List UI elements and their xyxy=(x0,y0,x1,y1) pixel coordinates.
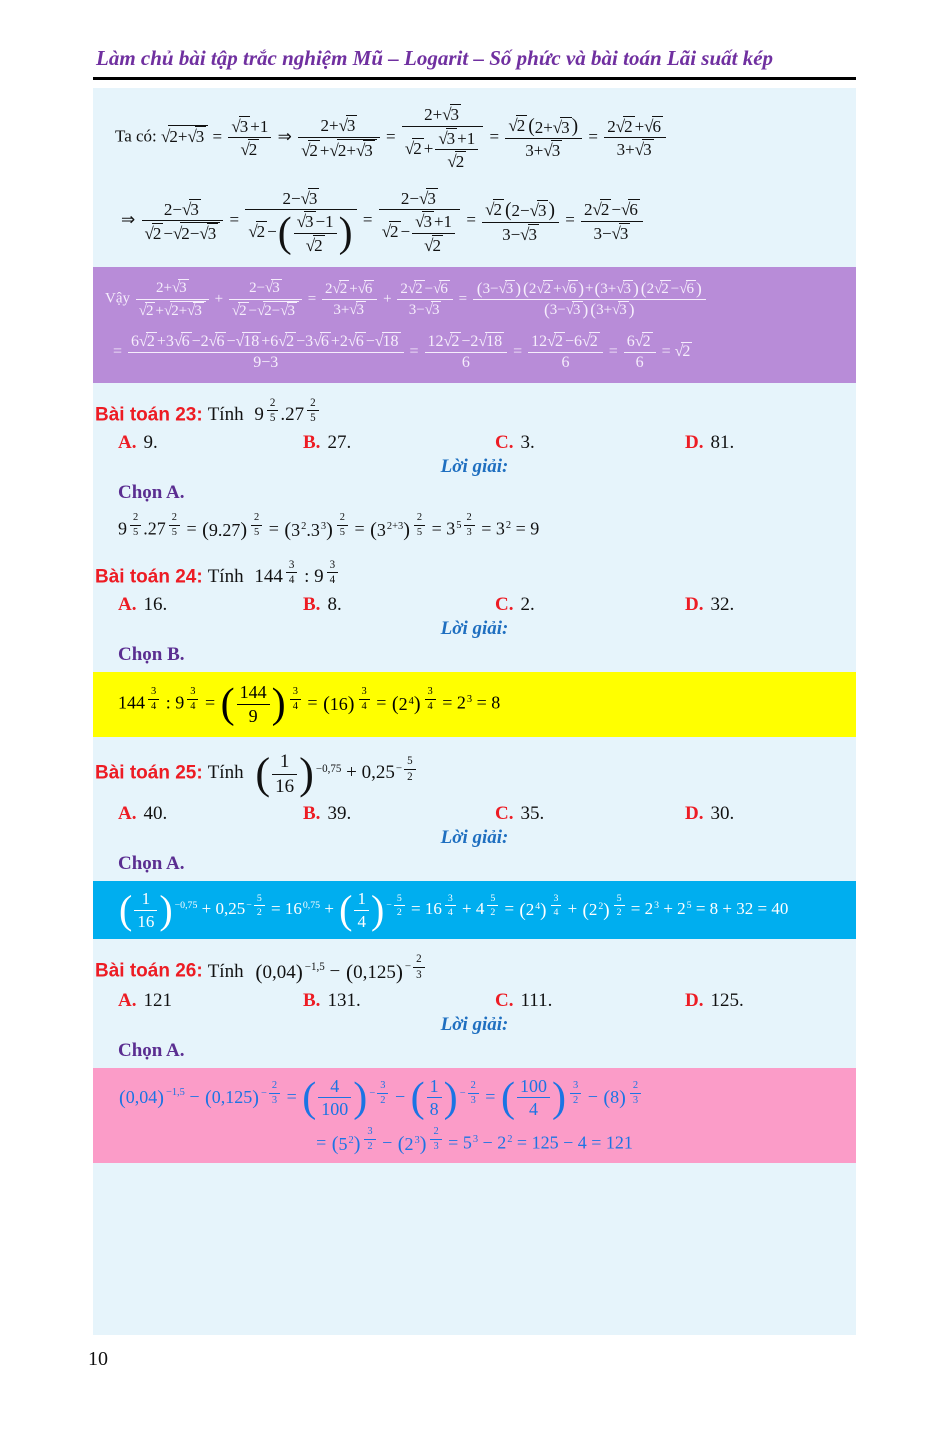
option-a-letter: A. xyxy=(118,432,137,454)
problem-26-title xyxy=(93,947,856,983)
option-d-text: 32. xyxy=(710,594,735,616)
problem-26-tinh: Tính xyxy=(207,961,244,982)
intro-line-1 xyxy=(93,88,856,172)
option-a xyxy=(118,594,303,616)
solution-heading: Lời giải: xyxy=(440,456,509,478)
option-d xyxy=(685,990,856,1012)
summary-line-2 xyxy=(101,324,848,375)
problem-23-title xyxy=(93,391,856,427)
option-d-letter: D. xyxy=(685,803,704,825)
option-a-text: 121 xyxy=(143,989,172,1011)
option-c-text: 111. xyxy=(520,989,553,1011)
option-a-text: 16. xyxy=(143,594,168,616)
problem-25-label: Bài toán 25: xyxy=(95,762,203,784)
option-a xyxy=(118,803,303,825)
problem-25-solution-highlight: ( $\frac{1}{16}$ ) $^{-0,75} + 0,25^{- \frac{5}{2}}$ = $16^{0,75}$ + ( $\frac{1}{4}$ ) $^{- \frac{5}{2}}$ = 16 $^{\frac{3}{4}}$ + 4 $^{\frac{5}{2}}$ = ( $2^4$ ) $^{\frac{3}{4}}$ + ( $2^2$ ) $^{\frac{5}{2}}$ = $2^3 + 2^5 = 8 + 32 = 40$ xyxy=(93,881,856,939)
option-d-letter: D. xyxy=(685,432,704,454)
option-b xyxy=(303,803,495,825)
intro-math-1: √2+√3 = $\frac{√3 +1}{√2}$ ⇒ $\frac{2+√3}{√2 +√2+√3}$ = 2+√3 √2 + $\frac{√3 +1}{√2}$ = √2 ( 2+√3 ) 3+√3 = $\frac{2√2 +√6}{3+√3}$ xyxy=(161,127,668,146)
option-b xyxy=(303,432,495,454)
problem-26-solution-line-2: = ( $5^2$ ) $^{\frac{3}{2}}$ − ( $2^3$ ) $^{\frac{2}{3}}$ = $5^3 - 2^2 = 125 - 4 = 121$ xyxy=(316,1126,633,1155)
header-rule xyxy=(93,77,856,80)
intro-math-2: ⇒ $\frac{2-√3}{√2 -√2-√3}$ = 2−√3 √2 − ( $\frac{√3 -1}{√2}$ ) = 2−√3 √2 − $\frac{√3 +1}{√2}$ = √2 ( 2−√3 ) 3−√3 = $\frac{2√2 -√6}{3-√3}$ xyxy=(121,210,645,229)
option-a-letter: A. xyxy=(118,989,137,1011)
option-d xyxy=(685,594,856,616)
solution-heading: Lời giải: xyxy=(440,1013,509,1035)
problem-24-expression: 144 $^{\frac{3}{4}}$ : 9 $^{\frac{3}{4}}$ xyxy=(254,566,340,587)
problem-24-title xyxy=(93,553,856,589)
option-b-letter: B. xyxy=(303,594,321,616)
option-b-text: 27. xyxy=(327,432,352,454)
problem-24-label: Bài toán 24: xyxy=(95,566,203,588)
option-a xyxy=(118,432,303,454)
option-c-letter: C. xyxy=(495,432,514,454)
page-number: 10 xyxy=(88,1348,108,1370)
option-c-letter: C. xyxy=(495,594,514,616)
option-b-letter: B. xyxy=(303,803,321,825)
problem-26-label: Bài toán 26: xyxy=(95,961,203,982)
option-c-text: 35. xyxy=(520,803,545,825)
option-a-letter: A. xyxy=(118,803,137,825)
option-c-text: 3. xyxy=(520,432,535,454)
option-d-text: 30. xyxy=(710,803,735,825)
option-c xyxy=(495,990,685,1012)
solution-heading: Lời giải: xyxy=(440,827,509,849)
option-d-letter: D. xyxy=(685,594,704,616)
intro-line-2 xyxy=(93,172,856,264)
option-c xyxy=(495,594,685,616)
content-area xyxy=(93,88,856,1335)
answer-choice: Chọn A. xyxy=(118,482,185,504)
problem-26-expression: ( 0,04 ) $^{-1,5}$ − ( 0,125 ) $^{- \frac{2}{3}}$ xyxy=(254,961,426,982)
option-a-text: 9. xyxy=(143,432,158,454)
option-c xyxy=(495,432,685,454)
problem-24-solution-highlight: 144 $^{\frac{3}{4}}$ : 9 $^{\frac{3}{4}}$ = ( $\frac{144}{9}$ ) $^{\frac{3}{4}}$ = ( 16 ) $^{\frac{3}{4}}$ = ( $2^4$ ) $^{\frac{3}{4}}$ = $2^3 = 8$ xyxy=(93,672,856,736)
problem-26-solution-line-1: ( 0,04 ) $^{-1,5}$ − ( 0,125 ) $^{- \frac{2}{3}}$ = ( $\frac{4}{100}$ ) $^{- \frac{3}{2}}$ − ( $\frac{1}{8}$ ) $^{- \frac{2}{3}}$ = ( $\frac{100}{4}$ ) $^{\frac{3}{2}}$ − ( 8 ) $^{\frac{2}{3}}$ xyxy=(93,1076,856,1120)
problem-23-options xyxy=(93,432,856,454)
problem-23-solution: 9 $^{\frac{2}{5}}$ .27 $^{\frac{2}{5}}$ = ( 9.27 ) $^{\frac{2}{5}}$ = ( $3^2.3^3$ ) $^{\frac{2}{5}}$ = ( $3^{2+3}$ ) $^{\frac{2}{5}}$ = $3^{5 \frac{2}{3}}$ = $3^2 = 9$ xyxy=(118,512,540,542)
option-d xyxy=(685,432,856,454)
problem-26-section xyxy=(93,947,856,1061)
answer-choice: Chọn A. xyxy=(118,853,185,875)
option-d-letter: D. xyxy=(685,989,704,1011)
problem-24-tinh: Tính xyxy=(207,566,244,588)
problem-25-options xyxy=(93,803,856,825)
option-b-letter: B. xyxy=(303,432,321,454)
option-c-letter: C. xyxy=(495,803,514,825)
option-b xyxy=(303,594,495,616)
option-a-letter: A. xyxy=(118,594,137,616)
problem-23-section xyxy=(93,391,856,545)
page-header-title: Làm chủ bài tập trắc nghiệm Mũ – Logarit – Số phức và bài toán Lãi suất kép xyxy=(96,46,774,70)
answer-choice: Chọn B. xyxy=(118,644,185,666)
option-b xyxy=(303,990,495,1012)
option-a xyxy=(118,990,303,1012)
option-c-text: 2. xyxy=(520,594,535,616)
option-a-text: 40. xyxy=(143,803,168,825)
summary-math-2: = $\frac{6√2 +3√6 -2√6 -√18 +6√2 -3√6 +2√6 -√18}{9-3}$ = $\frac{12√2 -2√18}{6}$ = $\frac{12√2 -6√2}{6}$ = $\frac{6√2}{6}$ = √2 xyxy=(113,332,691,372)
problem-25-title xyxy=(93,745,856,798)
option-d-text: 125. xyxy=(710,989,744,1011)
option-b-text: 131. xyxy=(327,989,361,1011)
solution-heading: Lời giải: xyxy=(440,618,509,640)
summary-math-1: $\frac{2+√3}{√2 +√2+√3}$ + $\frac{2-√3}{√2 -√2-√3}$ = $\frac{2√2 +√6}{3+√3}$ + $\frac{2√2 -√6}{3-√3}$ = ( 3−√3 ) ( 2√2 +√6 ) + ( 3+√3 ) ( 2√2 −√6 ) ( 3−√3 ) ( 3+√3 ) xyxy=(134,291,708,307)
problem-23-expression: 9 $^{\frac{2}{5}}$ .27 $^{\frac{2}{5}}$ xyxy=(254,404,320,425)
option-c xyxy=(495,803,685,825)
problem-25-section xyxy=(93,745,856,876)
problem-23-tinh: Tính xyxy=(207,404,244,426)
option-d-text: 81. xyxy=(710,432,735,454)
problem-26-options xyxy=(93,990,856,1012)
option-c-letter: C. xyxy=(495,989,514,1011)
answer-choice: Chọn A. xyxy=(118,1039,185,1061)
summary-line-1 xyxy=(101,275,848,324)
problem-26-solution-highlight xyxy=(93,1068,856,1163)
summary-block xyxy=(93,267,856,382)
problem-25-expression: ( $\frac{1}{16}$ ) $^{-0,75} + 0,25^{- \frac{5}{2}}$ xyxy=(254,762,417,783)
problem-24-section xyxy=(93,553,856,667)
option-b-letter: B. xyxy=(303,989,321,1011)
problem-24-options xyxy=(93,594,856,616)
summary-label: Vậy xyxy=(105,290,134,307)
problem-23-label: Bài toán 23: xyxy=(95,404,203,426)
problem-25-tinh: Tính xyxy=(207,762,244,784)
option-d xyxy=(685,803,856,825)
option-b-text: 8. xyxy=(327,594,342,616)
intro-label: Ta có: xyxy=(115,126,162,146)
option-b-text: 39. xyxy=(327,803,352,825)
